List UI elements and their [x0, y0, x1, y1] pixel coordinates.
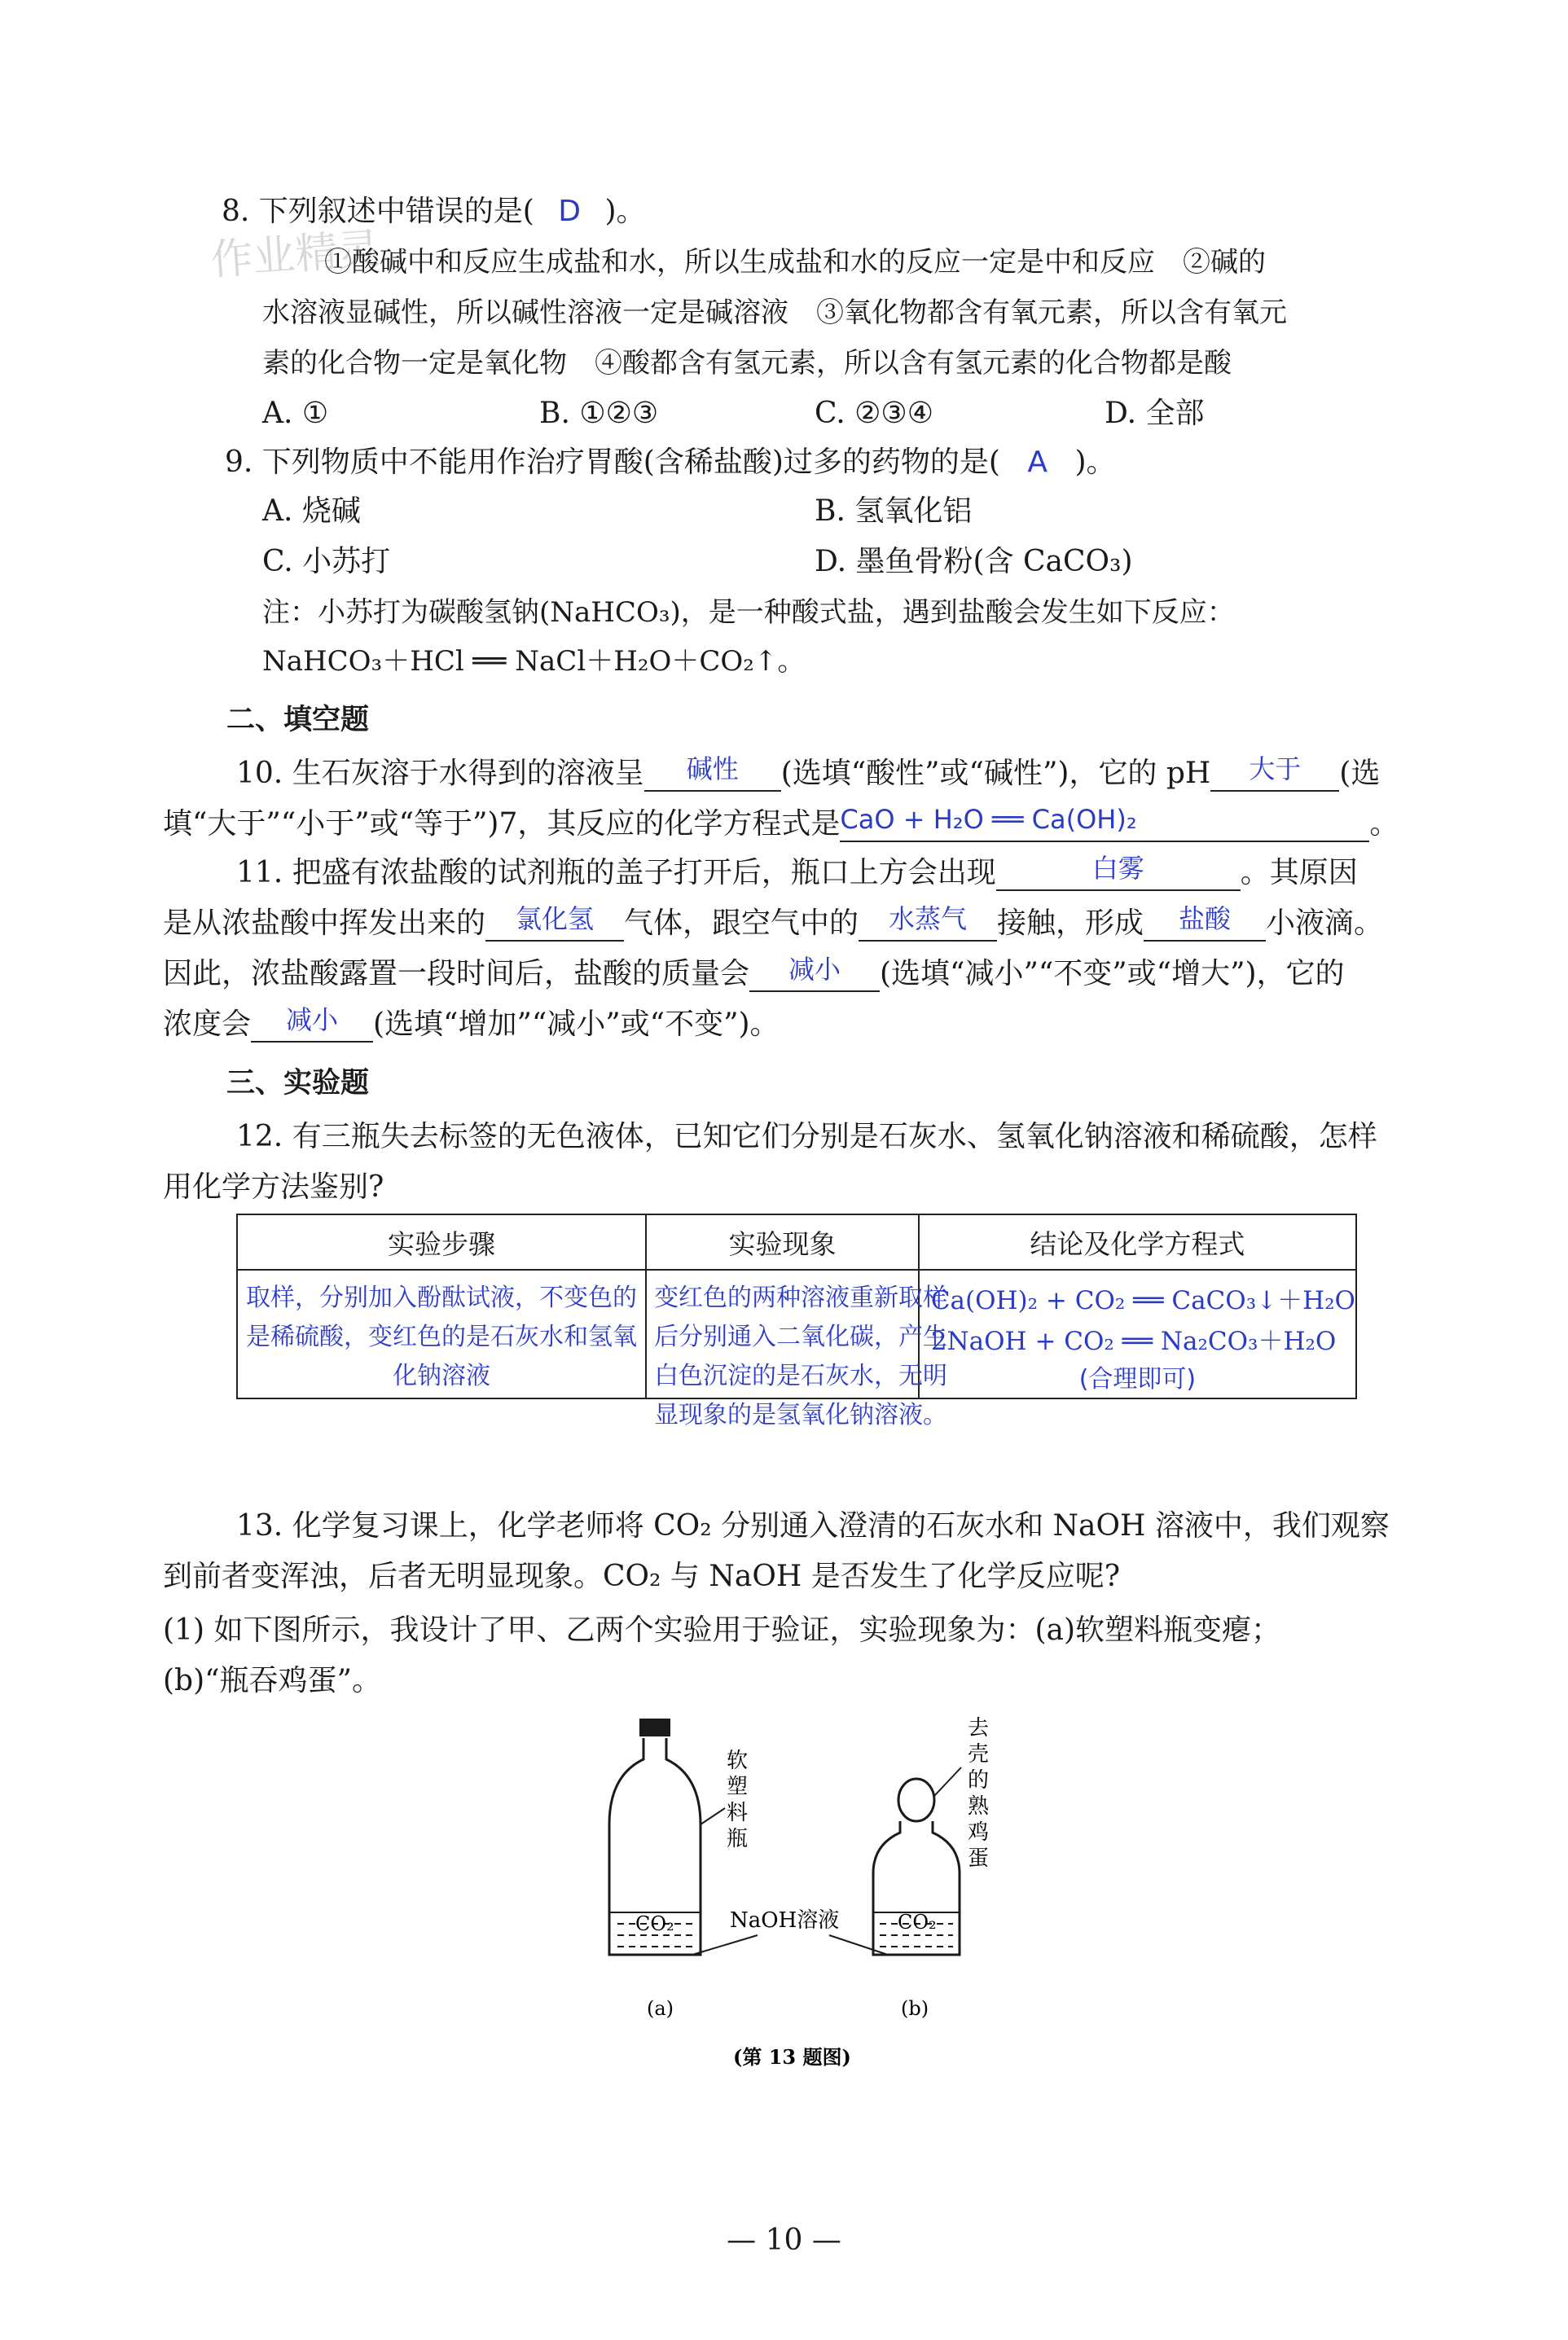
equation-2: 2NaOH + CO₂ ══ Na₂CO₃＋H₂O [930, 1327, 1337, 1356]
q13-line2: 到前者变浑浊，后者无明显现象。CO₂ 与 NaOH 是否发生了化学反应呢? [163, 1560, 1120, 1593]
table-header-conclusion: 结论及化学方程式 [919, 1214, 1356, 1270]
q8-text-line1: ①酸碱中和反应生成盐和水，所以生成盐和水的反应一定是中和反应 ②碱的 [324, 246, 1266, 279]
q9-option-b: B. 氢氧化铝 [815, 494, 973, 528]
q11-blank-6: 减小 [251, 1008, 373, 1043]
figure-caption: (第 13 题图) [733, 2045, 851, 2069]
q12-line1: 12. 有三瓶失去标签的无色液体，已知它们分别是石灰水、氢氧化钠溶液和稀硫酸，怎样 [236, 1120, 1377, 1153]
table-cell-steps: 取样，分别加入酚酞试液，不变色的是稀硫酸，变红色的是石灰水和氢氧化钠溶液 [237, 1270, 646, 1398]
q11-line4: 浓度会 减小 (选填“增加”“减小”或“不变”)。 [163, 1004, 780, 1041]
q8-option-d: D. 全部 [1105, 397, 1205, 430]
q10-blank-1: 碱性 [644, 757, 781, 792]
equation-note: (合理即可) [1078, 1365, 1197, 1394]
caption-b: (b) [901, 1997, 929, 2020]
q8-option-b: B. ①②③ [539, 397, 659, 430]
section-heading-experiment: 三、实验题 [226, 1067, 370, 1100]
q11-line3: 因此，浓盐酸露置一段时间后，盐酸的质量会 减小 (选填“减小”“不变”或“增大”)，它的 [163, 954, 1345, 990]
q8-option-a: A. ① [262, 397, 329, 430]
q11-blank-2: 氯化氢 [485, 907, 624, 942]
table-header-steps: 实验步骤 [237, 1214, 646, 1270]
q10-blank-3: CaO + H₂O ══ Ca(OH)₂ [840, 808, 1369, 842]
page-number: — 10 — [727, 2224, 841, 2257]
label-bottle: 软塑料瓶 [727, 1749, 749, 1851]
q8-stem: 8. 下列叙述中错误的是( D )。 [222, 195, 646, 228]
q11-blank-4: 盐酸 [1144, 907, 1266, 942]
q9-note-line1: 注：小苏打为碳酸氢钠(NaHCO₃)，是一种酸式盐，遇到盐酸会发生如下反应： [262, 596, 1235, 629]
equation-1: Ca(OH)₂ + CO₂ ══ CaCO₃↓＋H₂O [930, 1286, 1355, 1315]
watermark-logo: 作业精灵 [209, 224, 382, 286]
q10-blank-2: 大于 [1210, 757, 1339, 792]
q9-note-line2: NaHCO₃＋HCl ══ NaCl＋H₂O＋CO₂↑。 [262, 645, 806, 678]
q13-line4: (b)“瓶吞鸡蛋”。 [163, 1664, 381, 1697]
label-solution: NaOH溶液 [730, 1908, 840, 1933]
q11-blank-5: 减小 [749, 958, 880, 992]
caption-a: (a) [647, 1997, 674, 2020]
q11-line2: 是从浓盐酸中挥发出来的 氯化氢 气体，跟空气中的 水蒸气 接触，形成 盐酸 小液滴。 [163, 903, 1384, 940]
q9-answer: A [1027, 446, 1048, 479]
q8-text-line3: 素的化合物一定是氧化物 ④酸都含有氢元素，所以含有氢元素的化合物都是酸 [262, 347, 1232, 380]
q13-line3: (1) 如下图所示，我设计了甲、乙两个实验用于验证，实验现象为：(a)软塑料瓶变瘪； [163, 1613, 1280, 1647]
q11-line1: 11. 把盛有浓盐酸的试剂瓶的盖子打开后，瓶口上方会出现 白雾 。其原因 [236, 853, 1358, 889]
q8-answer: D [558, 195, 582, 228]
gas-label-b: CO₂ [898, 1911, 937, 1934]
label-egg: 去壳的熟鸡蛋 [968, 1716, 990, 1871]
gas-label-a: CO₂ [635, 1912, 674, 1935]
q9-stem: 9. 下列物质中不能用作治疗胃酸(含稀盐酸)过多的药物的是( A )。 [225, 446, 1116, 479]
q11-blank-1: 白雾 [996, 857, 1241, 891]
table-cell-phenomena: 变红色的两种溶液重新取样后分别通入二氧化碳，产生白色沉淀的是石灰水，无明显现象的是氢氧化钠溶液。 [646, 1270, 919, 1398]
experiment-table [236, 1214, 1357, 1429]
q8-option-c: C. ②③④ [815, 397, 933, 430]
q9-option-a: A. 烧碱 [262, 494, 361, 528]
q13-line1: 13. 化学复习课上，化学老师将 CO₂ 分别通入澄清的石灰水和 NaOH 溶液中，我们观察 [236, 1509, 1390, 1543]
q10-line2: 填“大于”“小于”或“等于”)7，其反应的化学方程式是CaO + H₂O ══ Ca(OH)₂ 。 [163, 804, 1399, 841]
table-cell-conclusion [919, 1270, 1356, 1398]
q12-line2: 用化学方法鉴别? [163, 1170, 384, 1204]
q10-line1: 10. 生石灰溶于水得到的溶液呈 碱性 (选填“酸性”或“碱性”)，它的 pH 大于 (选 [236, 753, 1381, 790]
q9-option-d: D. 墨鱼骨粉(含 CaCO₃) [815, 545, 1133, 578]
table-row [237, 1270, 1356, 1398]
q9-option-c: C. 小苏打 [262, 545, 391, 578]
figure-13 [570, 1710, 1026, 2085]
q11-blank-3: 水蒸气 [859, 907, 997, 942]
table-header-phenomena: 实验现象 [646, 1214, 919, 1270]
q8-text-line2: 水溶液显碱性，所以碱性溶液一定是碱溶液 ③氧化物都含有氧元素，所以含有氧元 [262, 296, 1287, 329]
table-header-row [237, 1214, 1356, 1270]
section-heading-fill: 二、填空题 [226, 704, 370, 736]
